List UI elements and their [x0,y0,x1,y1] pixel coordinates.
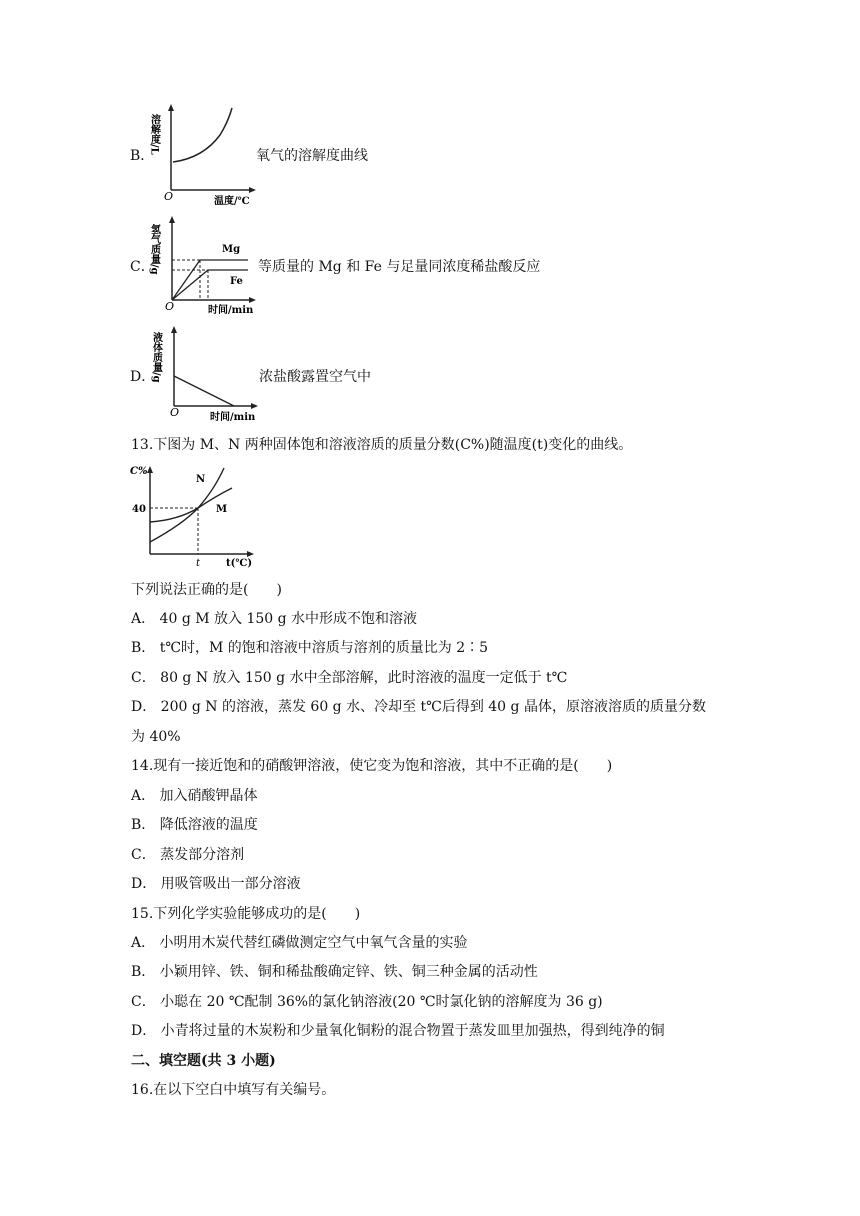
section-2-heading: 二、填空题(共 3 小题) [131,1053,276,1069]
mn-solubility-graph [128,462,258,570]
graph-13-xlabel: t(℃) [226,558,253,569]
option-c-letter: C． [130,259,155,275]
q14-option-d: D． 用吸管吸出一部分溶液 [131,876,301,892]
option-d-caption: 浓盐酸露置空气中 [259,369,371,385]
oxygen-solubility-graph [148,100,258,208]
graph-13-t-tick: t [196,558,201,569]
q13-prompt: 下列说法正确的是( ) [131,582,282,598]
q15-option-c: C． 小聪在 20 ℃配制 36%的氯化钠溶液(20 ℃时氯化钠的溶解度为 36 g) [131,994,603,1010]
graph-c-xlabel: 时间/min [208,305,254,316]
q14-option-a: A． 加入硝酸钾晶体 [131,788,258,804]
q14-stem: 14.现有一接近饱和的硝酸钾溶液，使它变为饱和溶液，其中不正确的是( ) [131,758,613,774]
graph-d-xlabel: 时间/min [210,412,256,423]
q14-option-b: B． 降低溶液的温度 [131,817,258,833]
q13-option-d-line1: D． 200 g N 的溶液，蒸发 60 g 水、冷却至 t℃后得到 40 g 晶体，原溶液溶质的质量分数 [131,699,706,715]
graph-13-m-label: M [216,504,228,515]
q15-option-d: D． 小青将过量的木炭粉和少量氧化铜粉的混合物置于蒸发皿里加强热，得到纯净的铜 [131,1023,665,1039]
graph-c-ylabel: 氢气质量/g [148,224,160,275]
option-c-caption: 等质量的 Mg 和 Fe 与足量同浓度稀盐酸反应 [258,259,541,275]
graph-c-mg-label: Mg [222,244,241,255]
graph-b-ylabel: 溶解度/L [148,114,160,155]
option-d-letter: D． [130,369,156,385]
option-b-caption: 氧气的溶解度曲线 [256,148,368,164]
q13-stem: 13.下图为 M、N 两种固体饱和溶液溶质的质量分数(C%)随温度(t)变化的曲线。 [131,437,633,453]
graph-b-xlabel: 温度/℃ [214,196,250,207]
graph-c-fe-label: Fe [230,276,243,287]
q16-stem: 16.在以下空白中填写有关编号。 [131,1082,336,1098]
graph-13-y40: 40 [132,504,146,515]
q15-option-b: B． 小颖用锌、铁、铜和稀盐酸确定锌、铁、铜三种金属的活动性 [131,964,538,980]
liquid-mass-graph [152,322,262,426]
q13-option-b: B． t℃时，M 的饱和溶液中溶质与溶剂的质量比为 2∶5 [131,640,489,656]
graph-b-origin: O [164,190,174,203]
graph-13-n-label: N [196,474,206,485]
hydrogen-mass-graph [150,212,260,316]
q14-option-c: C． 蒸发部分溶剂 [131,847,245,863]
q15-stem: 15.下列化学实验能够成功的是( ) [131,906,361,922]
q13-option-a: A． 40 g M 放入 150 g 水中形成不饱和溶液 [131,611,418,627]
q13-option-d-line2: 为 40% [131,729,181,745]
graph-c-origin: O [165,300,175,313]
graph-13-ylabel: C% [130,466,148,477]
graph-d-ylabel: 液体质量/g [150,332,162,383]
option-b-letter: B． [130,148,155,164]
q13-option-c: C． 80 g N 放入 150 g 水中全部溶解，此时溶液的温度一定低于 t℃ [131,670,568,686]
graph-d-origin: O [170,406,180,419]
q15-option-a: A． 小明用木炭代替红磷做测定空气中氧气含量的实验 [131,935,468,951]
